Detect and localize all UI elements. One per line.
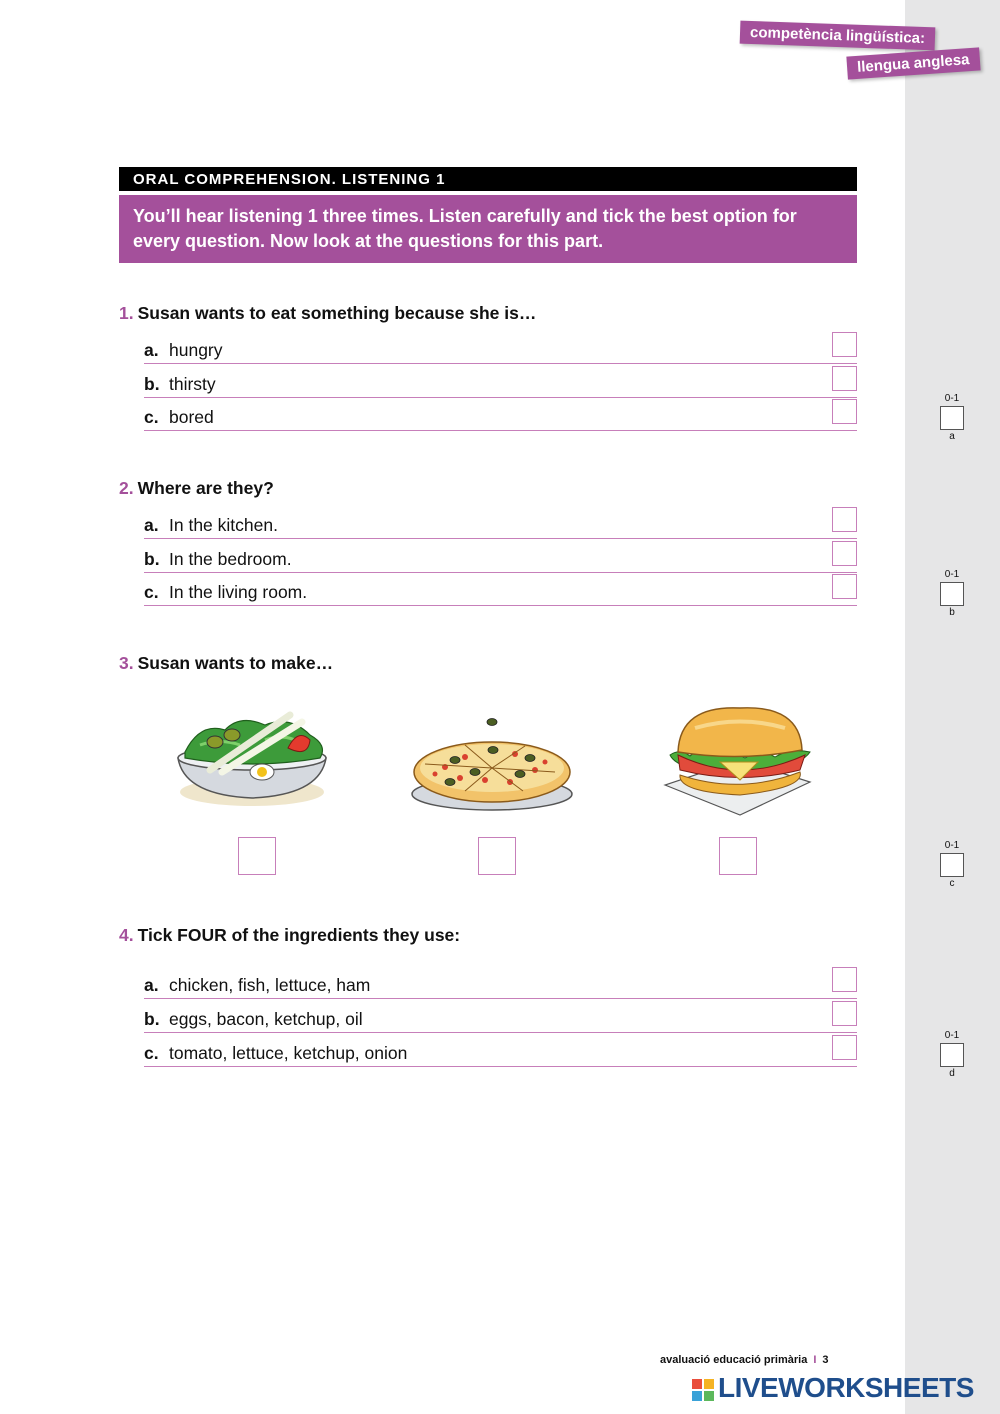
score-range: 0-1: [944, 393, 960, 404]
q1-checkbox-c[interactable]: [832, 399, 857, 424]
score-a: [940, 393, 964, 443]
option-letter: c.: [144, 582, 159, 602]
option-letter: a.: [144, 340, 159, 360]
q3-checkbox-pizza[interactable]: [478, 837, 516, 875]
option-text: In the kitchen.: [169, 515, 278, 535]
subject-tag-competence: competència lingüística:: [740, 21, 936, 51]
score-box-b[interactable]: [940, 582, 964, 606]
score-range: 0-1: [944, 1030, 960, 1041]
option-text: bored: [169, 407, 214, 427]
brand-name: LIVEWORKSHEETS: [718, 1372, 974, 1403]
score-c: [940, 840, 964, 890]
question-number: 4.: [119, 925, 134, 945]
q2-checkbox-a[interactable]: [832, 507, 857, 532]
option-letter: c.: [144, 1043, 159, 1063]
pizza-icon: [405, 712, 580, 812]
score-box-a[interactable]: [940, 406, 964, 430]
q3-checkbox-salad[interactable]: [238, 837, 276, 875]
option-text: thirsty: [169, 374, 216, 394]
score-b: [940, 569, 964, 619]
q4-checkbox-a[interactable]: [832, 967, 857, 992]
page-footer: [660, 1354, 829, 1366]
option-text: chicken, fish, lettuce, ham: [169, 975, 371, 995]
question-number: 3.: [119, 653, 134, 673]
salad-icon: [170, 700, 335, 815]
score-label: c: [949, 878, 955, 889]
option-letter: b.: [144, 1009, 160, 1029]
score-box-d[interactable]: [940, 1043, 964, 1067]
option-text: In the bedroom.: [169, 549, 292, 569]
option-letter: a.: [144, 515, 159, 535]
score-box-c[interactable]: [940, 853, 964, 877]
q2-option-a: [144, 506, 857, 539]
score-sidebar: [905, 0, 1000, 1414]
q4-option-a: [144, 966, 857, 999]
subject-tag-language: llengua anglesa: [846, 47, 980, 79]
question-4: [119, 925, 460, 946]
option-letter: b.: [144, 549, 160, 569]
option-text: eggs, bacon, ketchup, oil: [169, 1009, 363, 1029]
option-text: In the living room.: [169, 582, 308, 602]
q2-option-b: [144, 540, 857, 573]
section-title: ORAL COMPREHENSION. LISTENING 1: [119, 167, 857, 191]
instructions: You’ll hear listening 1 three times. Listen carefully and tick the best option for every question. Now look at the questions for this part.: [119, 195, 857, 263]
q4-option-b: [144, 1000, 857, 1033]
option-letter: c.: [144, 407, 159, 427]
q1-option-b: [144, 365, 857, 398]
question-2: [119, 478, 274, 499]
q1-option-c: [144, 398, 857, 431]
liveworksheets-logo-icon: [692, 1379, 714, 1401]
question-1: [119, 303, 536, 324]
question-number: 1.: [119, 303, 134, 323]
question-number: 2.: [119, 478, 134, 498]
option-text: tomato, lettuce, ketchup, onion: [169, 1043, 408, 1063]
score-label: a: [949, 431, 955, 442]
q4-option-c: [144, 1034, 857, 1067]
question-text: Susan wants to make…: [137, 653, 334, 673]
score-d: [940, 1030, 964, 1080]
option-letter: b.: [144, 374, 160, 394]
q1-option-a: [144, 331, 857, 364]
option-letter: a.: [144, 975, 159, 995]
score-label: b: [949, 607, 955, 618]
q2-option-c: [144, 573, 857, 606]
q2-checkbox-b[interactable]: [832, 541, 857, 566]
q1-checkbox-b[interactable]: [832, 366, 857, 391]
q4-checkbox-b[interactable]: [832, 1001, 857, 1026]
score-label: d: [949, 1068, 955, 1079]
q3-checkbox-burger[interactable]: [719, 837, 757, 875]
q2-checkbox-c[interactable]: [832, 574, 857, 599]
score-range: 0-1: [944, 569, 960, 580]
footer-separator: I: [813, 1354, 817, 1366]
score-range: 0-1: [944, 840, 960, 851]
q4-checkbox-c[interactable]: [832, 1035, 857, 1060]
question-text: Tick FOUR of the ingredients they use:: [137, 925, 461, 945]
question-text: Susan wants to eat something because she is…: [137, 303, 537, 323]
option-text: hungry: [169, 340, 223, 360]
footer-text: avaluació educació primària: [660, 1354, 808, 1366]
page-number: 3: [822, 1354, 829, 1366]
question-text: Where are they?: [137, 478, 274, 498]
q1-checkbox-a[interactable]: [832, 332, 857, 357]
burger-icon: [660, 700, 820, 820]
question-3: [119, 653, 333, 674]
